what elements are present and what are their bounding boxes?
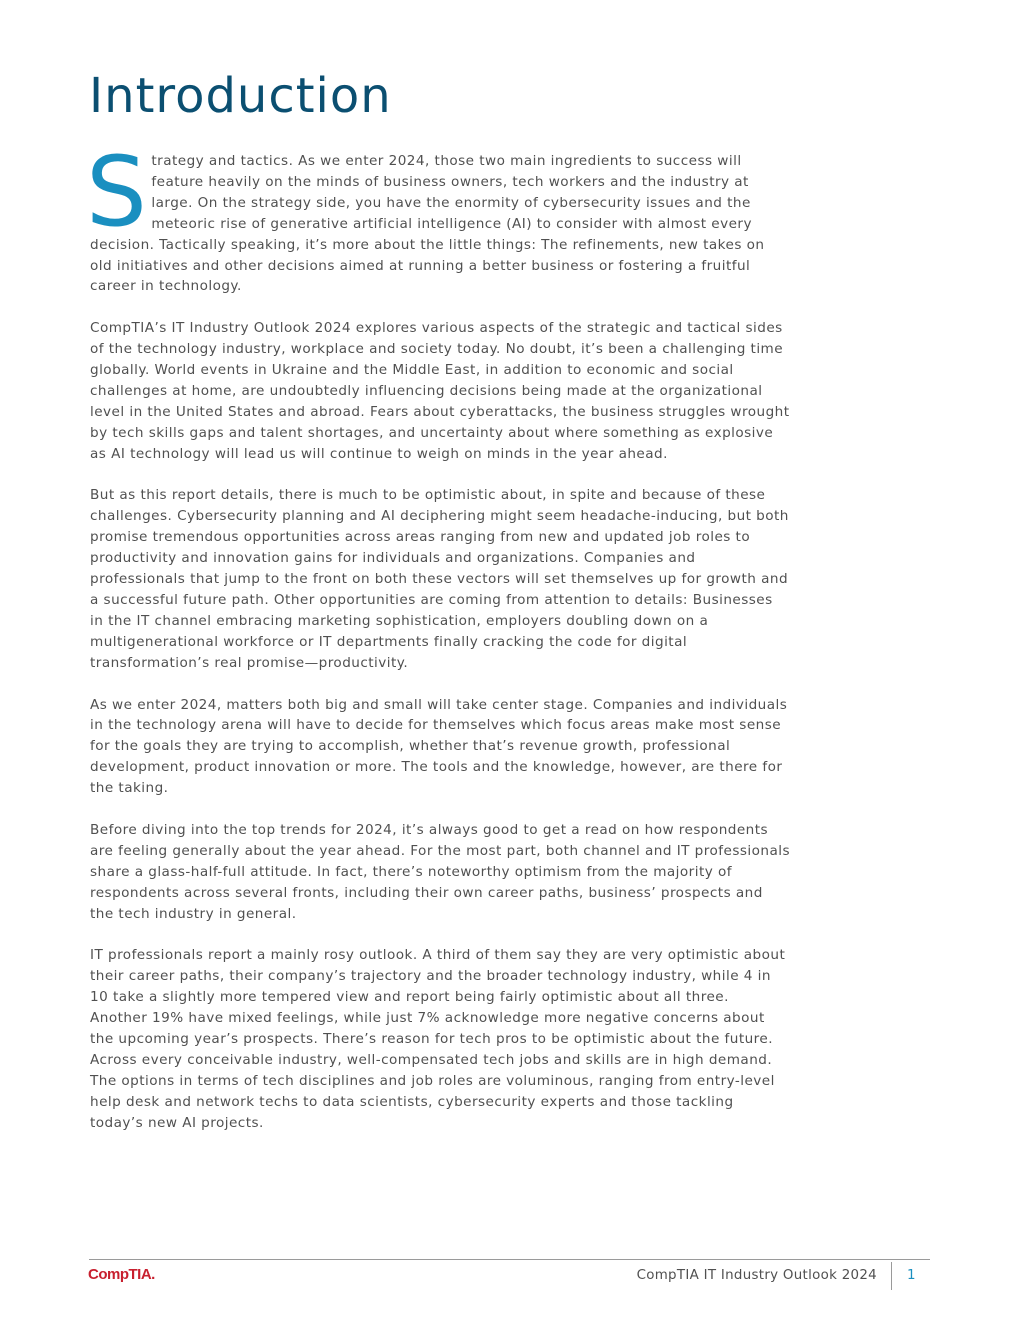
- body-paragraph: But as this report details, there is much to be optimistic about, in spite and because of these challenges. Cybersecurity planning and AI deciphering might seem headache-inducing, but both promise tremendous opportunities across areas ranging from new and updated job roles to productivity and innovation gains for individuals and organizations. Companies and professionals that jump to the front on both these vectors will set themselves up for growth and a successful future path. Other opportunities are coming from attention to details: Businesses in the IT channel embracing marketing sophistication, employers doubling down on a multigenerational workforce or IT departments finally cracking the code for digital transformation’s real promise—productivity.: [90, 487, 789, 671]
- intro-paragraph-text: trategy and tactics. As we enter 2024, those two main ingredients to success will feature heavily on the minds of business owners, tech workers and the industry at large. On the strategy side, you have the enormity of cybersecurity issues and the meteoric rise of generative artificial intelligence (AI) to consider with almost every decision. Tactically speaking, it’s more about the little things: The refinements, new takes on old initiatives and other decisions aimed at running a better business or fostering a fruitful career in technology.: [90, 153, 765, 295]
- intro-paragraph: [86, 136, 790, 297]
- drop-cap: S: [86, 136, 148, 248]
- footer-document-title: CompTIA IT Industry Outlook 2024: [636, 1268, 877, 1283]
- comptia-logo: CompTIA.: [88, 1266, 155, 1283]
- page-number: 1: [907, 1268, 916, 1283]
- footer-divider-line: [89, 1259, 930, 1260]
- body-paragraph: Before diving into the top trends for 2024, it’s always good to get a read on how respondents are feeling generally about the year ahead. For the most part, both channel and IT professionals share a glass-half-full attitude. In fact, there’s noteworthy optimism from the majority of respondents across several fronts, including their own career paths, business’ prospects and the tech industry in general.: [90, 821, 790, 922]
- page-title: Introduction: [89, 68, 392, 124]
- body-paragraph: As we enter 2024, matters both big and small will take center stage. Companies and individuals in the technology arena will have to decide for themselves which focus areas make most sense for the goals they are trying to accomplish, whether that’s revenue growth, professional development, product innovation or more. The tools and the knowledge, however, are there for the taking.: [90, 696, 788, 797]
- article-body: [86, 136, 790, 1154]
- body-paragraph: IT professionals report a mainly rosy outlook. A third of them say they are very optimistic about their career paths, their company’s trajectory and the broader technology industry, while 4 in 10 take a slightly more tempered view and report being fairly optimistic about all three. Another 19% have mixed feelings, while just 7% acknowledge more negative concerns about the upcoming year’s prospects. There’s reason for tech pros to be optimistic about the future. Across every conceivable industry, well-compensated tech jobs and skills are in high demand. The options in terms of tech disciplines and job roles are voluminous, ranging from entry-level help desk and network techs to data scientists, cybersecurity experts and those tackling today’s new AI projects.: [90, 947, 786, 1131]
- footer-vertical-divider: [891, 1262, 892, 1290]
- body-paragraph: CompTIA’s IT Industry Outlook 2024 explores various aspects of the strategic and tactical sides of the technology industry, workplace and society today. No doubt, it’s been a challenging time globally. World events in Ukraine and the Middle East, in addition to economic and social challenges at home, are undoubtedly influencing decisions being made at the organizational level in the United States and abroad. Fears about cyberattacks, the business struggles wrought by tech skills gaps and talent shortages, and uncertainty about where something as explosive as AI technology will lead us will continue to weigh on minds in the year ahead.: [90, 320, 790, 462]
